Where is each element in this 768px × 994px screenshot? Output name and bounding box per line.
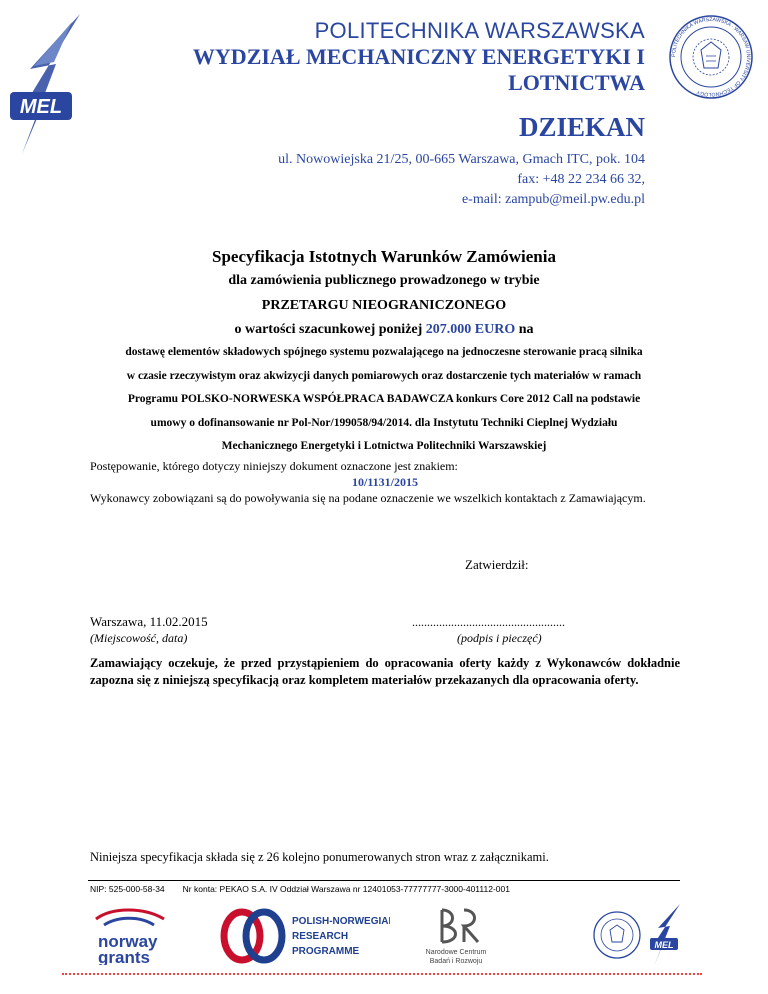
place-date-block bbox=[90, 614, 208, 646]
pnrp-logo bbox=[220, 906, 390, 966]
subject-description bbox=[80, 341, 688, 459]
procedure-text: Wykonawcy zobowiązani są do powoływania się na podane oznaczenie we wszelkich kontaktach z Zamawiającym. bbox=[90, 491, 646, 505]
grants-text: grants bbox=[98, 948, 150, 965]
contact-block bbox=[200, 150, 645, 210]
email: e-mail: zampub@meil.pw.edu.pl bbox=[461, 192, 645, 207]
value-prefix: o wartości szacunkowej poniżej bbox=[234, 322, 426, 337]
value-amount: 207.000 EURO bbox=[425, 322, 516, 337]
svg-text:POLITECHNIKA WARSZAWSKA · WARS bbox=[671, 17, 751, 97]
subject-line: dostawę elementów składowych spójnego systemu pozwalającego na jednoczesne sterowanie pracą silnika bbox=[125, 346, 643, 358]
dean-heading: DZIEKAN bbox=[518, 112, 645, 142]
faculty-name bbox=[150, 44, 645, 96]
norway-grants-logo bbox=[92, 905, 182, 965]
small-seal bbox=[592, 910, 642, 960]
mel-logo bbox=[10, 14, 90, 154]
subject-line: umowy o dofinansowanie nr Pol-Nor/199058/94/2014. dla Instytutu Techniki Cieplnej Wydziału bbox=[150, 416, 618, 429]
university-name: POLITECHNIKA WARSZAWSKA bbox=[314, 18, 645, 43]
procedure-block bbox=[90, 458, 680, 506]
pnrp-line-3: PROGRAMME bbox=[292, 946, 360, 957]
page-count-info: Niniejsza specyfikacja składa się z 26 kolejno ponumerowanych stron wraz z załącznikami. bbox=[90, 850, 549, 864]
procedure-number: 10/1131/2015 bbox=[351, 475, 418, 489]
place-date-caption: (Miejscowość, data) bbox=[90, 631, 188, 645]
university-seal bbox=[668, 14, 754, 100]
signature-block bbox=[412, 614, 612, 646]
footer-nip: NIP: 525-000-58-34 bbox=[90, 884, 165, 894]
seal-text: POLITECHNIKA WARSZAWSKA · WARSAW UNIVERSITY OF TECHNOLOGY bbox=[670, 16, 752, 98]
bidder-note: Zamawiający oczekuje, że przed przystąpieniem do opracowania oferty każdy z Wykonawców dokładnie zapozna się z niniejszą specyfikacją oraz kompletem materiałów przekazanych dla opracowania oferty. bbox=[90, 656, 680, 687]
address: ul. Nowowiejska 21/25, 00-665 Warszawa, Gmach ITC, pok. 104 bbox=[278, 152, 645, 167]
ncbr-logo bbox=[412, 906, 522, 966]
mel-small-text: MEL bbox=[654, 940, 674, 950]
bottom-dotted-rule bbox=[62, 973, 702, 975]
signature-line: ................................................... bbox=[412, 615, 565, 629]
mel-logo-text: MEL bbox=[19, 96, 63, 118]
title-line-2: dla zamówienia publicznego prowadzonego w trybie bbox=[228, 273, 540, 288]
approved-label: Zatwierdził: bbox=[465, 557, 529, 572]
document-title: Specyfikacja Istotnych Warunków Zamówienia bbox=[212, 247, 556, 266]
title-line-4 bbox=[80, 322, 688, 338]
subject-line: Programu POLSKO-NORWESKA WSPÓŁPRACA BADAWCZA konkurs Core 2012 Call na podstawie bbox=[127, 393, 641, 405]
subject-line: Mechanicznego Energetyki i Lotnictwa Politechniki Warszawskiej bbox=[221, 440, 547, 452]
pnrp-line-1: POLISH-NORWEGIAN bbox=[292, 916, 390, 927]
norway-text: norway bbox=[98, 932, 158, 951]
footer bbox=[90, 884, 528, 894]
signature-caption: (podpis i pieczęć) bbox=[457, 631, 542, 645]
mel-logo-small bbox=[648, 904, 684, 966]
ncbr-line-1: Narodowe Centrum bbox=[425, 949, 487, 956]
footer-divider bbox=[88, 880, 680, 881]
value-suffix: na bbox=[515, 322, 534, 337]
fax: fax: +48 22 234 66 32, bbox=[517, 172, 645, 187]
faculty-line-1: WYDZIAŁ MECHANICZNY ENERGETYKI I bbox=[192, 44, 645, 69]
title-line-3: PRZETARGU NIEOGRANICZONEGO bbox=[261, 298, 507, 313]
pnrp-line-2: RESEARCH bbox=[292, 931, 349, 942]
place-date: Warszawa, 11.02.2015 bbox=[90, 614, 208, 629]
faculty-line-2: LOTNICTWA bbox=[508, 70, 645, 95]
footer-account: Nr konta: PEKAO S.A. IV Oddział Warszawa nr 12401053-77777777-3000-401112-001 bbox=[182, 884, 510, 894]
subject-line: w czasie rzeczywistym oraz akwizycji danych pomiarowych oraz dostarczenie tych materiałów w ramach bbox=[126, 369, 642, 382]
procedure-intro: Postępowanie, którego dotyczy niniejszy dokument oznaczone jest znakiem: bbox=[90, 459, 458, 473]
ncbr-line-2: Badań i Rozwoju bbox=[429, 958, 483, 965]
